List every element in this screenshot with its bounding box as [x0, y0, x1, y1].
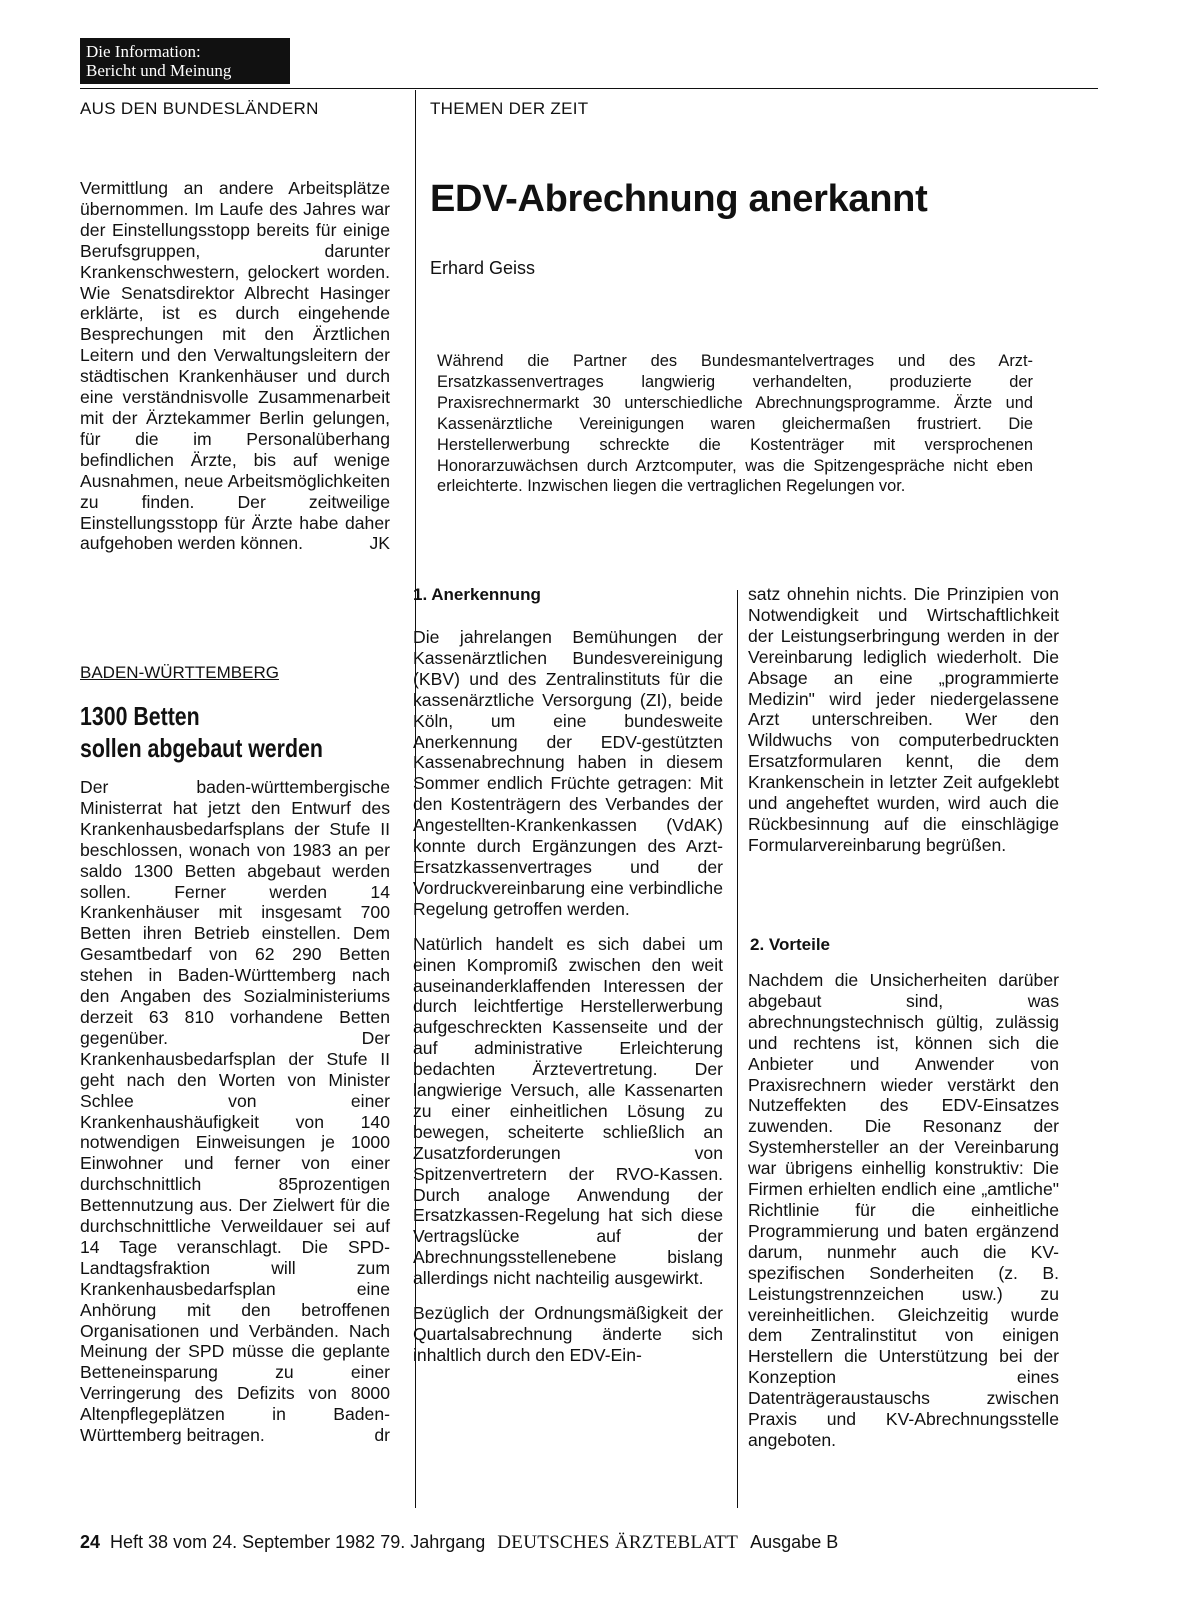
article-column-3 [748, 584, 1059, 856]
column-divider-right [737, 590, 738, 1508]
masthead [80, 38, 290, 84]
section-1-heading: 1. Anerkennung [413, 585, 541, 604]
section-1-paragraph-3: Bezüglich der Ordnungsmäßigkeit der Quartalsabrechnung änderte sich inhaltlich durch den EDV-Ein- [413, 1303, 723, 1365]
edition-label: Ausgabe B [750, 1532, 839, 1552]
article-column-3b [748, 970, 1059, 1451]
masthead-line-2: Bericht und Meinung [86, 61, 232, 80]
section-2-paragraph-1: Nachdem die Unsicherheiten darüber abgebaut sind, was abrechnungstechnisch gültig, zulässig und rechtens ist, können sich die Anbieter und Anwender von Praxisrechnern wieder verstärkt den Nutzeffekten des EDV-Einsatzes zuwenden. Die Resonanz der Systemhersteller an der Vereinbarung war übrigens einhellig konstruktiv: Die Firmen erhielten endlich eine „amtliche" Richtlinie für die einheitliche Programmierung und baten ergänzend darum, nunmehr auch die KV-spezifischen Sonderheiten (z. B. Leistungstrennzeichen usw.) zu vereinheitlichen. Gleichzeitig wurde dem Zentralinstitut von einigen Herstellern die Unterstützung bei der Konzeption eines Datenträgeraustauschs zwischen Praxis und KV-Abrechnungsstelle angeboten. [748, 970, 1059, 1450]
page-number: 24 [80, 1532, 101, 1552]
right-section-label: THEMEN DER ZEIT [430, 99, 589, 118]
article-lead: Während die Partner des Bundesmantelvertrages und des Arzt-Ersatzkassenvertrages langwierig verhandelten, produzierte der Praxisrechnermarkt 30 unterschiedliche Abrechnungsprogramme. Ärzte und Kassenärztliche Vereinigungen waren gleichermaßen frustriert. Die Herstellerwerbung schreckte die Kostenträger mit versprochenen Honorarzuwächsen durch Arztcomputer, was die Spitzengespräche nicht eben erleichterte. Inzwischen liegen die vertraglichen Regelungen vor. [437, 352, 1033, 496]
publication-name: DEUTSCHES ÄRZTEBLATT [497, 1532, 739, 1553]
bw-article-body [80, 777, 390, 1446]
article-title: EDV-Abrechnung anerkannt [430, 178, 928, 220]
left-continued-signature: JK [369, 533, 390, 554]
article-column-2 [413, 627, 723, 1366]
bw-headline [80, 700, 323, 764]
section-1-paragraph-1: Die jahrelangen Bemühungen der Kassenärztlichen Bundesvereinigung (KBV) und des Zentralinstituts für die kassenärztliche Versorgung (ZI), beide Köln, um eine bundesweite Anerkennung der EDV-gestützten Kassenabrechnung haben in diesem Sommer endlich Früchte getragen: Mit den Kostenträgern des Verbandes der Angestellten-Krankenkassen (VdAK) konnte durch Ergänzungen des Arzt-Ersatzkassenvertrages und der Vordruckvereinbarung eine verbindliche Regelung getroffen werden. [413, 627, 723, 919]
bw-article-text: Der baden-württembergische Ministerrat hat jetzt den Entwurf des Krankenhausbedarfsplans der Stufe II beschlossen, wonach von 1983 an per saldo 1300 Betten abgebaut werden sollen. Ferner werden 14 Krankenhäuser mit insgesamt 700 Betten ihren Betrieb einstellen. Dem Gesamtbedarf von 62 290 Betten stehen in Baden-Württemberg nach den Angaben des Sozialministeriums derzeit 63 810 vorhandene Betten gegenüber. Der Krankenhausbedarfsplan der Stufe II geht nach den Worten von Minister Schlee von einer Krankenhaushäufigkeit von 140 notwendigen Einweisungen je 1000 Einwohner und ferner von einer durchschnittlich 85prozentigen Bettennutzung aus. Der Zielwert für die durchschnittliche Verweildauer sei auf 14 Tage veranschlagt. Die SPD-Landtagsfraktion will zum Krankenhausbedarfsplan eine Anhörung mit den betroffenen Organisationen und Verbänden. Nach Meinung der SPD müsse die geplante Betteneinsparung zu einer Verringerung des Defizits von 8000 Altenpflegeplätzen in Baden-Württemberg beitragen. [80, 777, 390, 1446]
section-2-heading: 2. Vorteile [750, 935, 830, 954]
article-author: Erhard Geiss [430, 258, 536, 278]
left-continued-text: Vermittlung an andere Arbeitsplätze übernommen. Im Laufe des Jahres war der Einstellungsstopp bereits für einige Berufsgruppen, darunter Krankenschwestern, gelockert worden. Wie Senatsdirektor Albrecht Hasinger erklärte, ist es durch eingehende Besprechungen mit den Ärztlichen Leitern und den Verwaltungsleitern der städtischen Krankenhäuser und durch eine verständnisvolle Zusammenarbeit mit der Ärztekammer Berlin gelungen, für die im Personalüberhang befindlichen Ärzte, bis auf wenige Ausnahmen, neue Arbeitsmöglichkeiten zu finden. Der zeitweilige Einstellungsstopp für Ärzte habe daher aufgehoben werden können. [80, 178, 390, 554]
bw-headline-line-1: 1300 Betten [80, 701, 200, 731]
bw-headline-line-2: sollen abgebaut werden [80, 733, 323, 763]
column-3-paragraph-1: satz ohnehin nichts. Die Prinzipien von Notwendigkeit und Wirtschaftlichkeit der Leistungserbringung werden in der Vereinbarung lediglich wiederholt. Die Absage an eine „programmierte Medizin" wird jeder niedergelassene Arzt unterschreiben. Wer den Wildwuchs von computerbedruckten Ersatzformularen kennt, die dem Krankenschein in letzter Zeit aufgeklebt und angeheftet wurden, wird auch die Rückbesinnung auf die einschlägige Formularvereinbarung begrüßen. [748, 584, 1059, 855]
bw-signature: dr [374, 1425, 390, 1446]
section-1-paragraph-2: Natürlich handelt es sich dabei um einen Kompromiß zwischen den weit auseinanderklaffenden Interessen der durch leichtfertige Herstellerwerbung aufgeschreckten Kassenseite und der auf administrative Erleichterung bedachten Ärztevertretung. Der langwierige Versuch, alle Kassenarten zu einer einheitlichen Lösung zu bewegen, scheiterte schließlich an Zusatzforderungen von Spitzenvertretern der RVO-Kassen. Durch analoge Anwendung der Ersatzkassen-Regelung hat sich diese Vertragslücke auf der Abrechnungsstellenebene bislang allerdings nicht nachteilig ausgewirkt. [413, 933, 723, 1289]
state-label: BADEN-WÜRTTEMBERG [80, 663, 279, 682]
left-section-label: AUS DEN BUNDESLÄNDERN [80, 99, 319, 118]
issue-info: Heft 38 vom 24. September 1982 79. Jahrgang [110, 1532, 486, 1552]
page-footer [80, 1532, 838, 1554]
masthead-line-1: Die Information: [86, 42, 201, 61]
left-continued-article [80, 178, 390, 554]
header-rule [80, 88, 1098, 89]
